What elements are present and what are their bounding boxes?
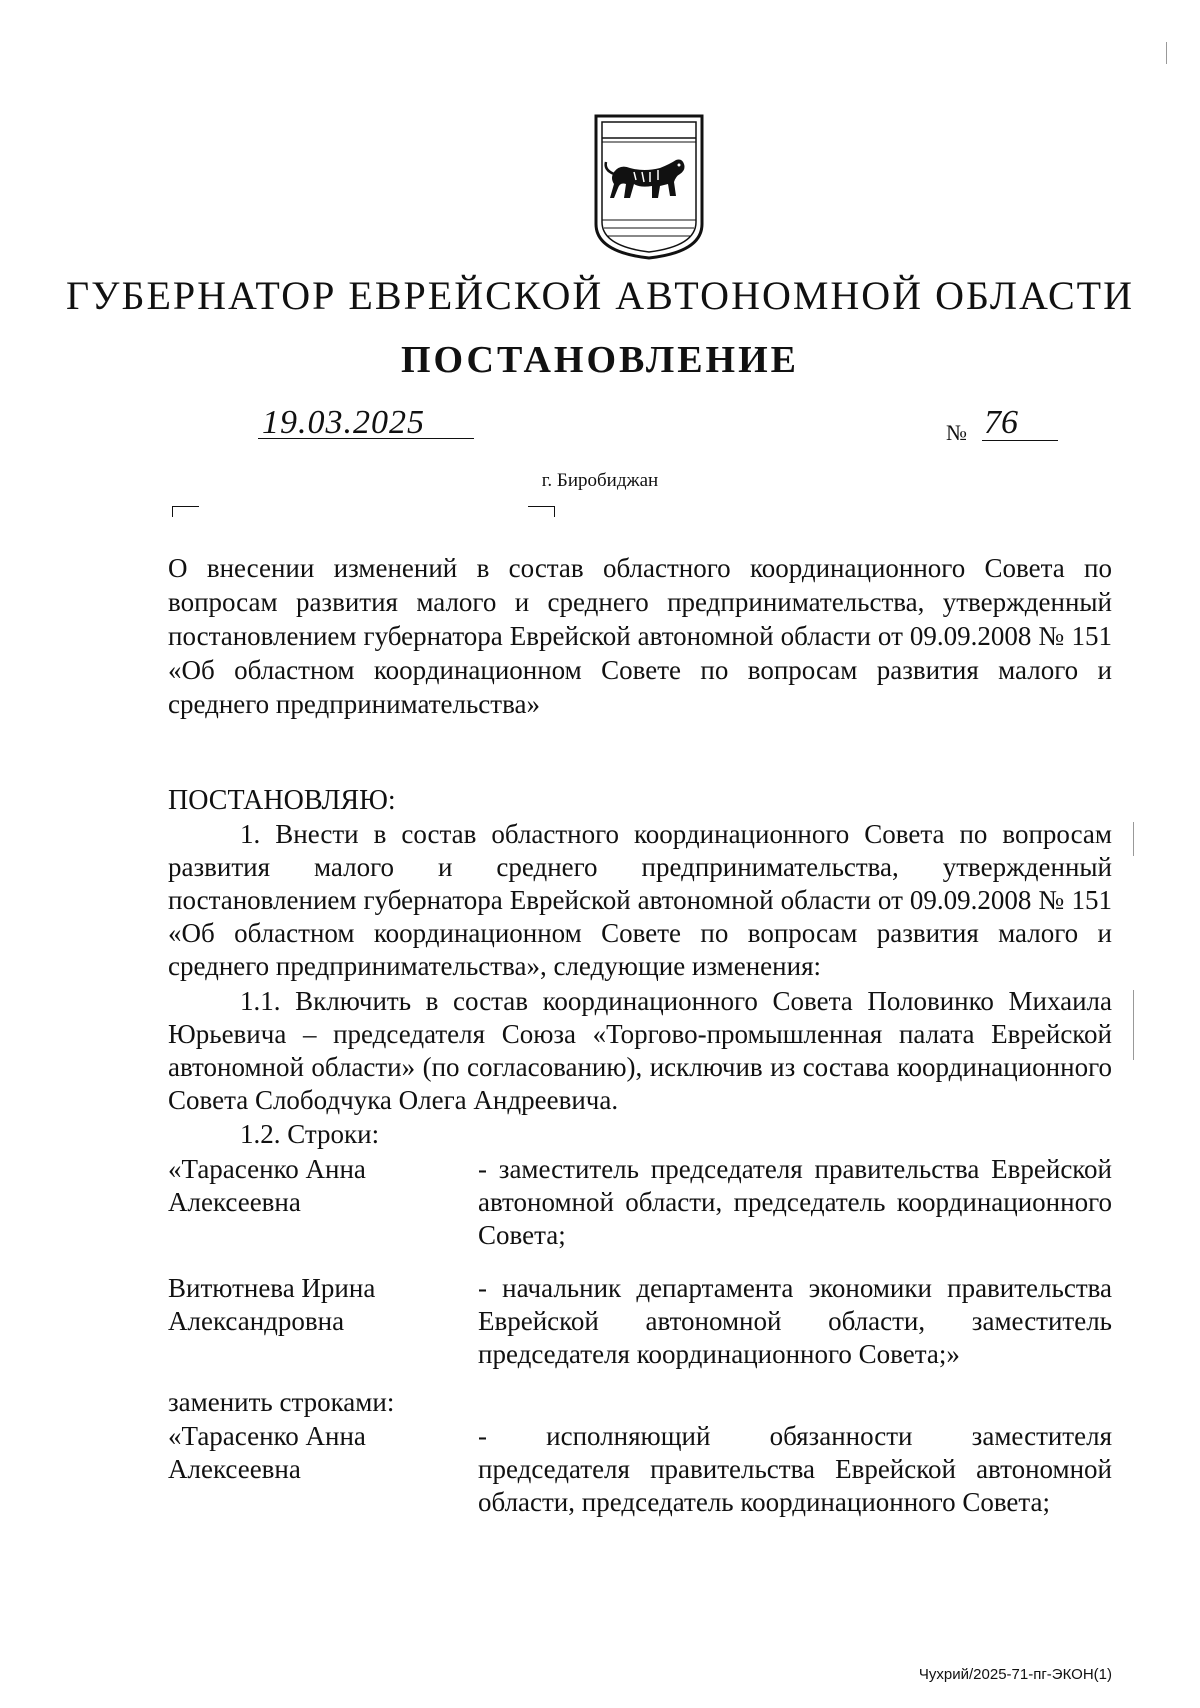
decree-heading: ПОСТАНОВЛЯЮ: [168, 785, 396, 816]
document-subject: О внесении изменений в состав областного координационного Совета по вопросам развития малого и среднего предпринимательства, утвержденный постановлением губернатора Еврейской автономной области от 09.09.2008 № 151 «Об областном координационном Совете по вопросам развития малого и среднего предпринимательства» [168, 553, 1112, 719]
member-name: «Тарасенко Анна Алексеевна [168, 1154, 366, 1217]
document-type: ПОСТАНОВЛЕНИЕ [400, 339, 800, 381]
issuing-authority: ГУБЕРНАТОР ЕВРЕЙСКОЙ АВТОНОМНОЙ ОБЛАСТИ [66, 273, 1134, 318]
document-date: 19.03.2025 [262, 404, 425, 441]
paragraph-1: 1. Внести в состав областного координационного Совета по вопросам развития малого и среднего предпринимательства, утвержденный постановлением губернатора Еврейской автономной области от 09.09.2008 № 151 «Об областном координационном Совете по вопросам развития малого и среднего предпринимательства», следующие изменения: [168, 819, 1112, 981]
number-underline [982, 440, 1058, 441]
date-underline [258, 438, 474, 439]
scan-mark [1166, 42, 1167, 64]
paragraph-1-1: 1.1. Включить в состав координационного Совета Половинко Михаила Юрьевича – председателя Союза «Торгово-промышленная палата Еврейской автономной области» (по согласованию), исключив из состава координационного Совета Слободчука Олега Андреевича. [168, 986, 1112, 1115]
coat-of-arms-emblem [590, 112, 708, 260]
member-name: «Тарасенко Анна Алексеевна [168, 1421, 366, 1484]
member-name: Витютнева Ирина Александровна [168, 1273, 376, 1336]
scan-mark [1133, 990, 1134, 1060]
document-number: 76 [984, 404, 1018, 441]
paragraph-1-2: 1.2. Строки: [240, 1119, 380, 1149]
member-position: - заместитель председателя правительства Еврейской автономной области, председатель координационного Совета; [478, 1154, 1112, 1250]
title-bracket-left [172, 506, 199, 517]
member-position: - начальник департамента экономики правительства Еврейской автономной области, заместитель председателя координационного Совета;» [478, 1273, 1112, 1369]
replace-with-label: заменить строками: [168, 1387, 395, 1417]
document-reference: Чухрий/2025-71-пг-ЭКОН(1) [918, 1666, 1112, 1683]
number-label: № [946, 420, 967, 445]
title-bracket-right [528, 506, 555, 517]
city: г. Биробиджан [541, 470, 659, 491]
member-position: - исполняющий обязанности заместителя председателя правительства Еврейской автономной области, председатель координационного Совета; [478, 1421, 1112, 1517]
scan-mark [1133, 822, 1134, 856]
